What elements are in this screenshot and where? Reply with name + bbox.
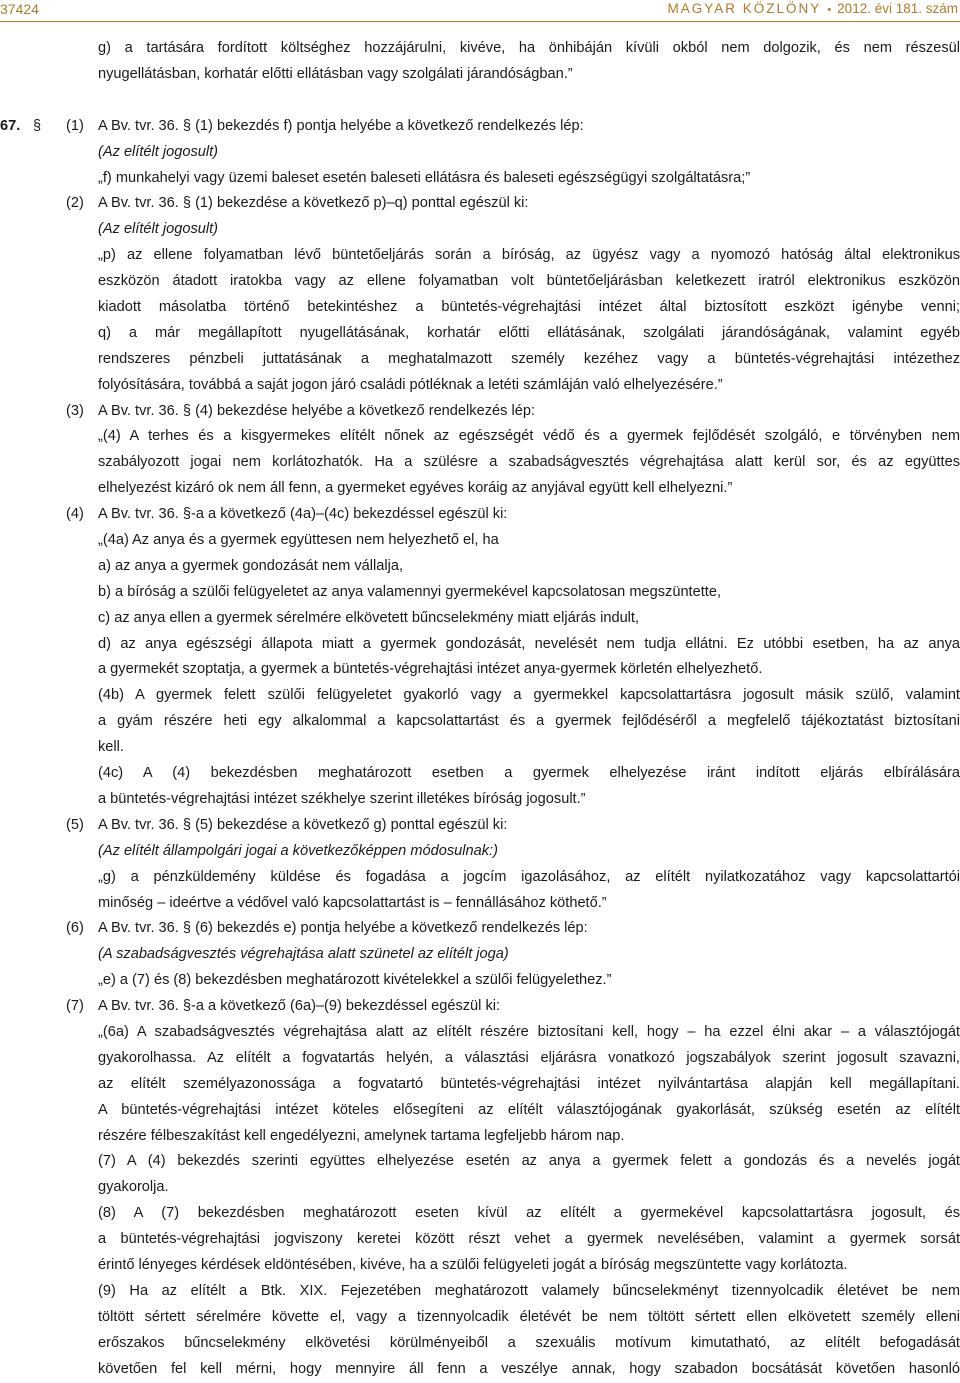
text-line: nyugellátásban, korhatár előtti ellátásban vagy szolgálati járandóságban.” <box>98 65 573 82</box>
text-line: rendszeres pénzbeli juttatásának a meghatalmazott személy kezéhez vagy a büntetés-végrehajtási intézethez <box>98 350 960 367</box>
text-line: gyakorolhassa. Az elítélt a fogvatartás helyén, a választási eljárásra vonatkozó jogszabályok szerint jogosult szavazni, <box>98 1049 960 1066</box>
text-line: az elítélt személyazonossága a fogvatartó büntetés-végrehajtási intézet nyilvántartása alapján kell megállapítani. <box>98 1075 960 1092</box>
paragraph-text: A Bv. tvr. 36. § (4) bekezdése helyébe a következő rendelkezés lép: <box>98 402 535 419</box>
text-line: folyósítására, továbbá a saját jogon járó családi pótléknak a letéti számláján való elhelyezésére.” <box>98 376 723 393</box>
text-line: (Az elítélt jogosult) <box>98 221 219 238</box>
text-line: (Az elítélt állampolgári jogai a következőképpen módosulnak:) <box>98 842 498 859</box>
text-line: (4b) A gyermek felett szülői felügyeletet gyakorló vagy a gyermekkel kapcsolattartásra jogosult másik szülő, valamint <box>98 687 960 704</box>
text-line: minőség – ideértve a védővel való kapcsolattartást is – fennállásához köthető.” <box>98 894 607 911</box>
paragraph-4 <box>0 502 960 528</box>
section-sign: § <box>33 117 42 134</box>
text-line: a büntetés-végrehajtási intézet székhelye szerint illetékes bíróság jogosult.” <box>98 790 586 807</box>
blank-line <box>0 88 960 114</box>
text-line: A büntetés-végrehajtási intézet köteles elősegíteni az elítélt választójogának gyakorlását, szükség esetén az elítélt <box>98 1101 960 1118</box>
text-line: gyakorolja. <box>98 1179 169 1196</box>
text-line: g) a tartására fordított költséghez hozzájárulni, kivéve, ha önhibáján kívüli okból nem dolgozik, és nem részesül <box>98 40 960 56</box>
text-line: szabályozott jogai nem korlátozhatók. Ha a szülésre a szabadságvesztés végrehajtása alatt kerül sor, és az együttes <box>98 454 960 471</box>
text-line: „e) a (7) és (8) bekezdésben meghatározott kivételekkel a szülői felügyelethez.” <box>98 972 612 989</box>
text-line: a) az anya a gyermek gondozását nem vállalja, <box>98 557 404 574</box>
text-line: erőszakos bűncselekmény elkövetési körülményeiből a szexuális motívum kimutatható, az elítélt befogadását <box>98 1334 960 1351</box>
section-67-paragraph-1 <box>0 114 960 140</box>
paragraph-label: (2) <box>66 195 84 212</box>
text-line: töltött sértett sérelmére követte el, vagy a tizennyolcadik életévét be nem töltött sértett ellen elkövetett személy elleni <box>98 1308 960 1325</box>
paragraph-text: A Bv. tvr. 36. § (6) bekezdés e) pontja helyébe a következő rendelkezés lép: <box>98 920 588 937</box>
text-line: „f) munkahelyi vagy üzemi baleset esetén baleseti ellátásra és baleseti egészségügyi szolgáltatásra;” <box>98 169 751 186</box>
paragraph-label: (7) <box>66 998 84 1015</box>
paragraph-text: A Bv. tvr. 36. § (1) bekezdése a következő p)–q) ponttal egészül ki: <box>98 195 529 212</box>
text-line: követően fel kell mérni, hogy mennyire áll fenn a veszélye annak, hogy szabadon bocsátását követően hasonló <box>98 1360 960 1377</box>
text-line: (A szabadságvesztés végrehajtása alatt szünetel az elítélt joga) <box>98 946 509 963</box>
text-line: (4c) A (4) bekezdésben meghatározott esetben a gyermek elhelyezése iránt indított eljárás elbírálására <box>98 765 960 782</box>
text-line: „(4a) Az anya és a gyermek együttesen nem helyezhető el, ha <box>98 532 499 549</box>
section-number: 67. <box>0 117 21 134</box>
paragraph-6 <box>0 916 960 942</box>
text-line: c) az anya ellen a gyermek sérelmére elkövetett bűncselekmény miatt eljárás indult, <box>98 609 640 626</box>
text-line: „g) a pénzküldemény küldése és fogadása a jogcím igazolásához, az elítélt nyilatkozatához vagy kapcsolattartói <box>98 868 960 885</box>
text-line: kiadott másolatba történő betekintéshez a büntetés-végrehajtási intézet által biztosított eszközt igénybe venni; <box>98 299 960 316</box>
paragraph-label: (3) <box>66 402 84 419</box>
text-line: kell. <box>98 739 124 756</box>
text-line: „(6a) A szabadságvesztés végrehajtása alatt az elítélt részére biztosítani kell, hogy – ha ezzel élni akar – a választójogát <box>98 1023 960 1040</box>
text-line: elhelyezést kizáró ok nem áll fenn, a gyermeket egyéves koráig az anyjával együtt kell elhelyezni.” <box>98 480 733 497</box>
separator-bullet: • <box>827 4 832 16</box>
page-header <box>0 0 960 22</box>
text-line: „p) az ellene folyamatban lévő büntetőeljárás során a bíróság, az ügyész vagy a nyomozó hatóság által elektronikus <box>98 247 960 264</box>
journal-name: MAGYAR KÖZLÖNY <box>667 1 822 16</box>
text-line: (Az elítélt jogosult) <box>98 143 219 160</box>
text-line: „(4) A terhes és a kisgyermekes elítélt nőnek az egészségét védő és a gyermek fejlődését szolgáló, e törvényben nem <box>98 428 960 445</box>
paragraph-7 <box>0 994 960 1020</box>
paragraph-label: (1) <box>66 117 84 134</box>
text-line: érintő lényeges kérdések eldöntésében, kivéve, ha a szülői felügyeleti jogát a bíróság megszüntette vagy korlátozta. <box>98 1256 848 1273</box>
text-line: b) a bíróság a szülői felügyeletet az anya valamennyi gyermekével kapcsolatosan megszüntette, <box>98 583 722 600</box>
paragraph-text: A Bv. tvr. 36. §-a a következő (6a)–(9) bekezdéssel egészül ki: <box>98 998 501 1015</box>
paragraph-label: (5) <box>66 816 84 833</box>
text-line: (7) A (4) bekezdés szerinti együttes elhelyezése esetén az anya a gyermek felett a gondozás és a nevelés jogát <box>98 1153 960 1170</box>
header-rule <box>0 21 960 22</box>
paragraph-text: A Bv. tvr. 36. §-a a következő (4a)–(4c) bekezdéssel egészül ki: <box>98 506 508 523</box>
document-body <box>0 36 960 1382</box>
issue-number: 2012. évi 181. szám <box>837 1 958 16</box>
paragraph-text: A Bv. tvr. 36. § (5) bekezdése a következő g) ponttal egészül ki: <box>98 816 508 833</box>
paragraph-5 <box>0 813 960 839</box>
paragraph-text: A Bv. tvr. 36. § (1) bekezdés f) pontja helyébe a következő rendelkezés lép: <box>98 117 584 134</box>
text-line: a büntetés-végrehajtási jogviszony keretei között részt vehet a gyermek nevelésében, valamint a gyermek sorsát <box>98 1231 960 1248</box>
text-line: eszközön átadott iratokba vagy az ellene folyamatban volt büntetőeljárásban keletkezett iratról elektronikus eszközön <box>98 273 960 290</box>
paragraph-2 <box>0 191 960 217</box>
text-line: a gyám részére heti egy alkalommal a kapcsolattartást és a gyermek fejlődéséről a megfelelő tájékoztatást biztosítani <box>98 713 960 730</box>
text-line: (9) Ha az elítélt a Btk. XIX. Fejezetében meghatározott valamely bűncselekményt tizennyolcadik életévet be nem <box>98 1282 960 1299</box>
text-line: d) az anya egészségi állapota miatt a gyermek gondozását, nevelését nem tudja ellátni. Ez utóbbi esetben, ha az anya <box>98 635 960 652</box>
paragraph-3 <box>0 399 960 425</box>
text-line: q) a már megállapított nyugellátásának, korhatár előtti ellátásának, szolgálati járandóságának, valamint egyéb <box>98 324 960 341</box>
text-line: (8) A (7) bekezdésben meghatározott eseten kívül az elítélt a gyermekével kapcsolattartásra jogosult, és <box>98 1205 960 1222</box>
paragraph-label: (6) <box>66 920 84 937</box>
page-number: 37424 <box>0 1 39 17</box>
journal-title <box>668 1 958 16</box>
paragraph-label: (4) <box>66 506 84 523</box>
text-line: a gyermekét szoptatja, a gyermek a büntetés-végrehajtási intézet anya-gyermek körletén elhelyezhető. <box>98 661 763 678</box>
text-line: részére félbeszakítást kell engedélyezni, amelynek tartama legfeljebb három nap. <box>98 1127 625 1144</box>
